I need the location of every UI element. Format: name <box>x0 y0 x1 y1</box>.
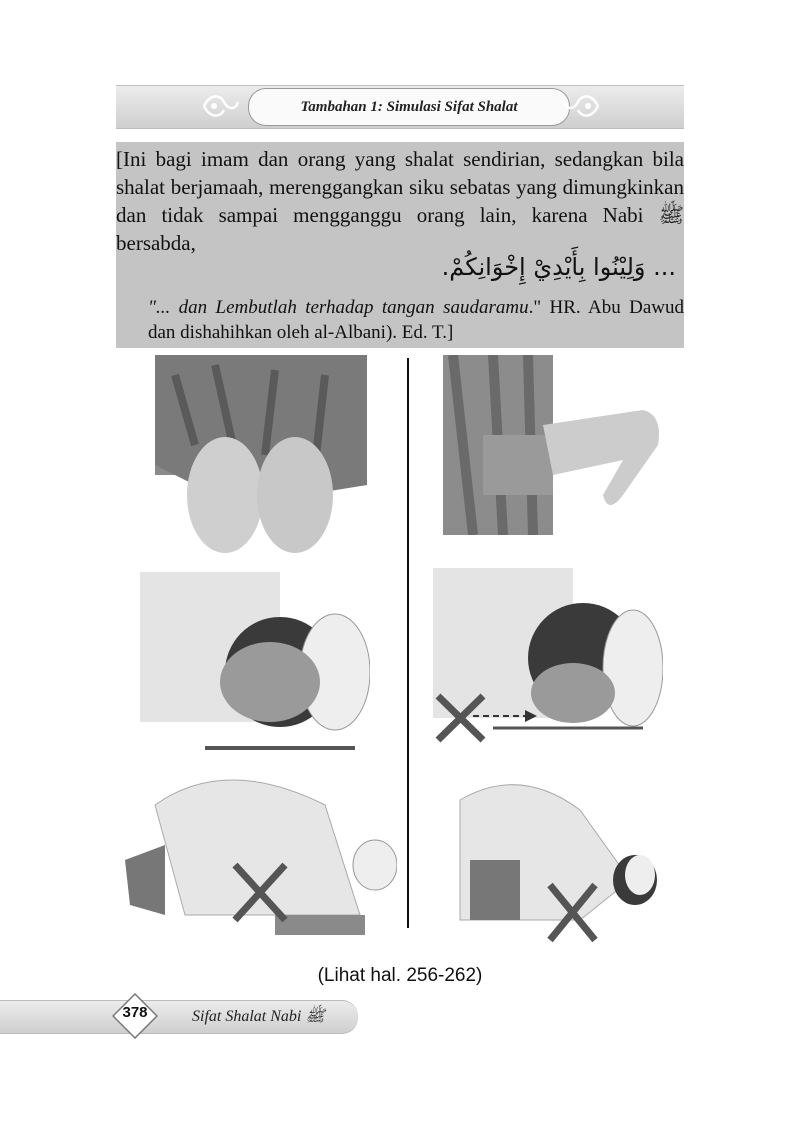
hadith-translation <box>148 295 684 345</box>
right-flourish-icon <box>562 90 602 122</box>
figure-divider <box>407 358 409 928</box>
photo-sujud-head-correct <box>140 572 370 752</box>
photo-sujud-arms-wrong <box>430 770 660 950</box>
photo-sujud-head-wrong <box>433 568 663 750</box>
photo-sujud-elbows-wrong <box>125 765 397 945</box>
arabic-quote: ... وَلِيْنُوا بِأَيْدِيْ إِخْوَانِكُمْ. <box>441 253 676 281</box>
hadith-rest: ." HR. Abu Dawud dan dishahihkan oleh al-Albani). Ed. T.] <box>148 297 685 343</box>
note-paragraph: [Ini bagi imam dan orang yang shalat sendirian, sedangkan bila shalat berjamaah, merenggangkan siku sebatas yang dimungkinkan dan tidak sampai mengganggu orang lain, karena Nabi ﷺ bersabda, <box>116 147 684 255</box>
figure-caption: (Lihat hal. 256-262) <box>317 965 483 986</box>
photo-foot-raised <box>443 355 663 535</box>
book-title: Sifat Shalat Nabi ﷺ <box>192 1008 325 1025</box>
hadith-italic: "... dan Lembutlah terhadap tangan saudaramu <box>148 297 529 318</box>
left-flourish-icon <box>200 90 240 122</box>
photo-feet-together <box>155 355 367 553</box>
page-number: 378 <box>122 1004 148 1021</box>
chapter-title: Tambahan 1: Simulasi Sifat Shalat <box>248 88 570 126</box>
